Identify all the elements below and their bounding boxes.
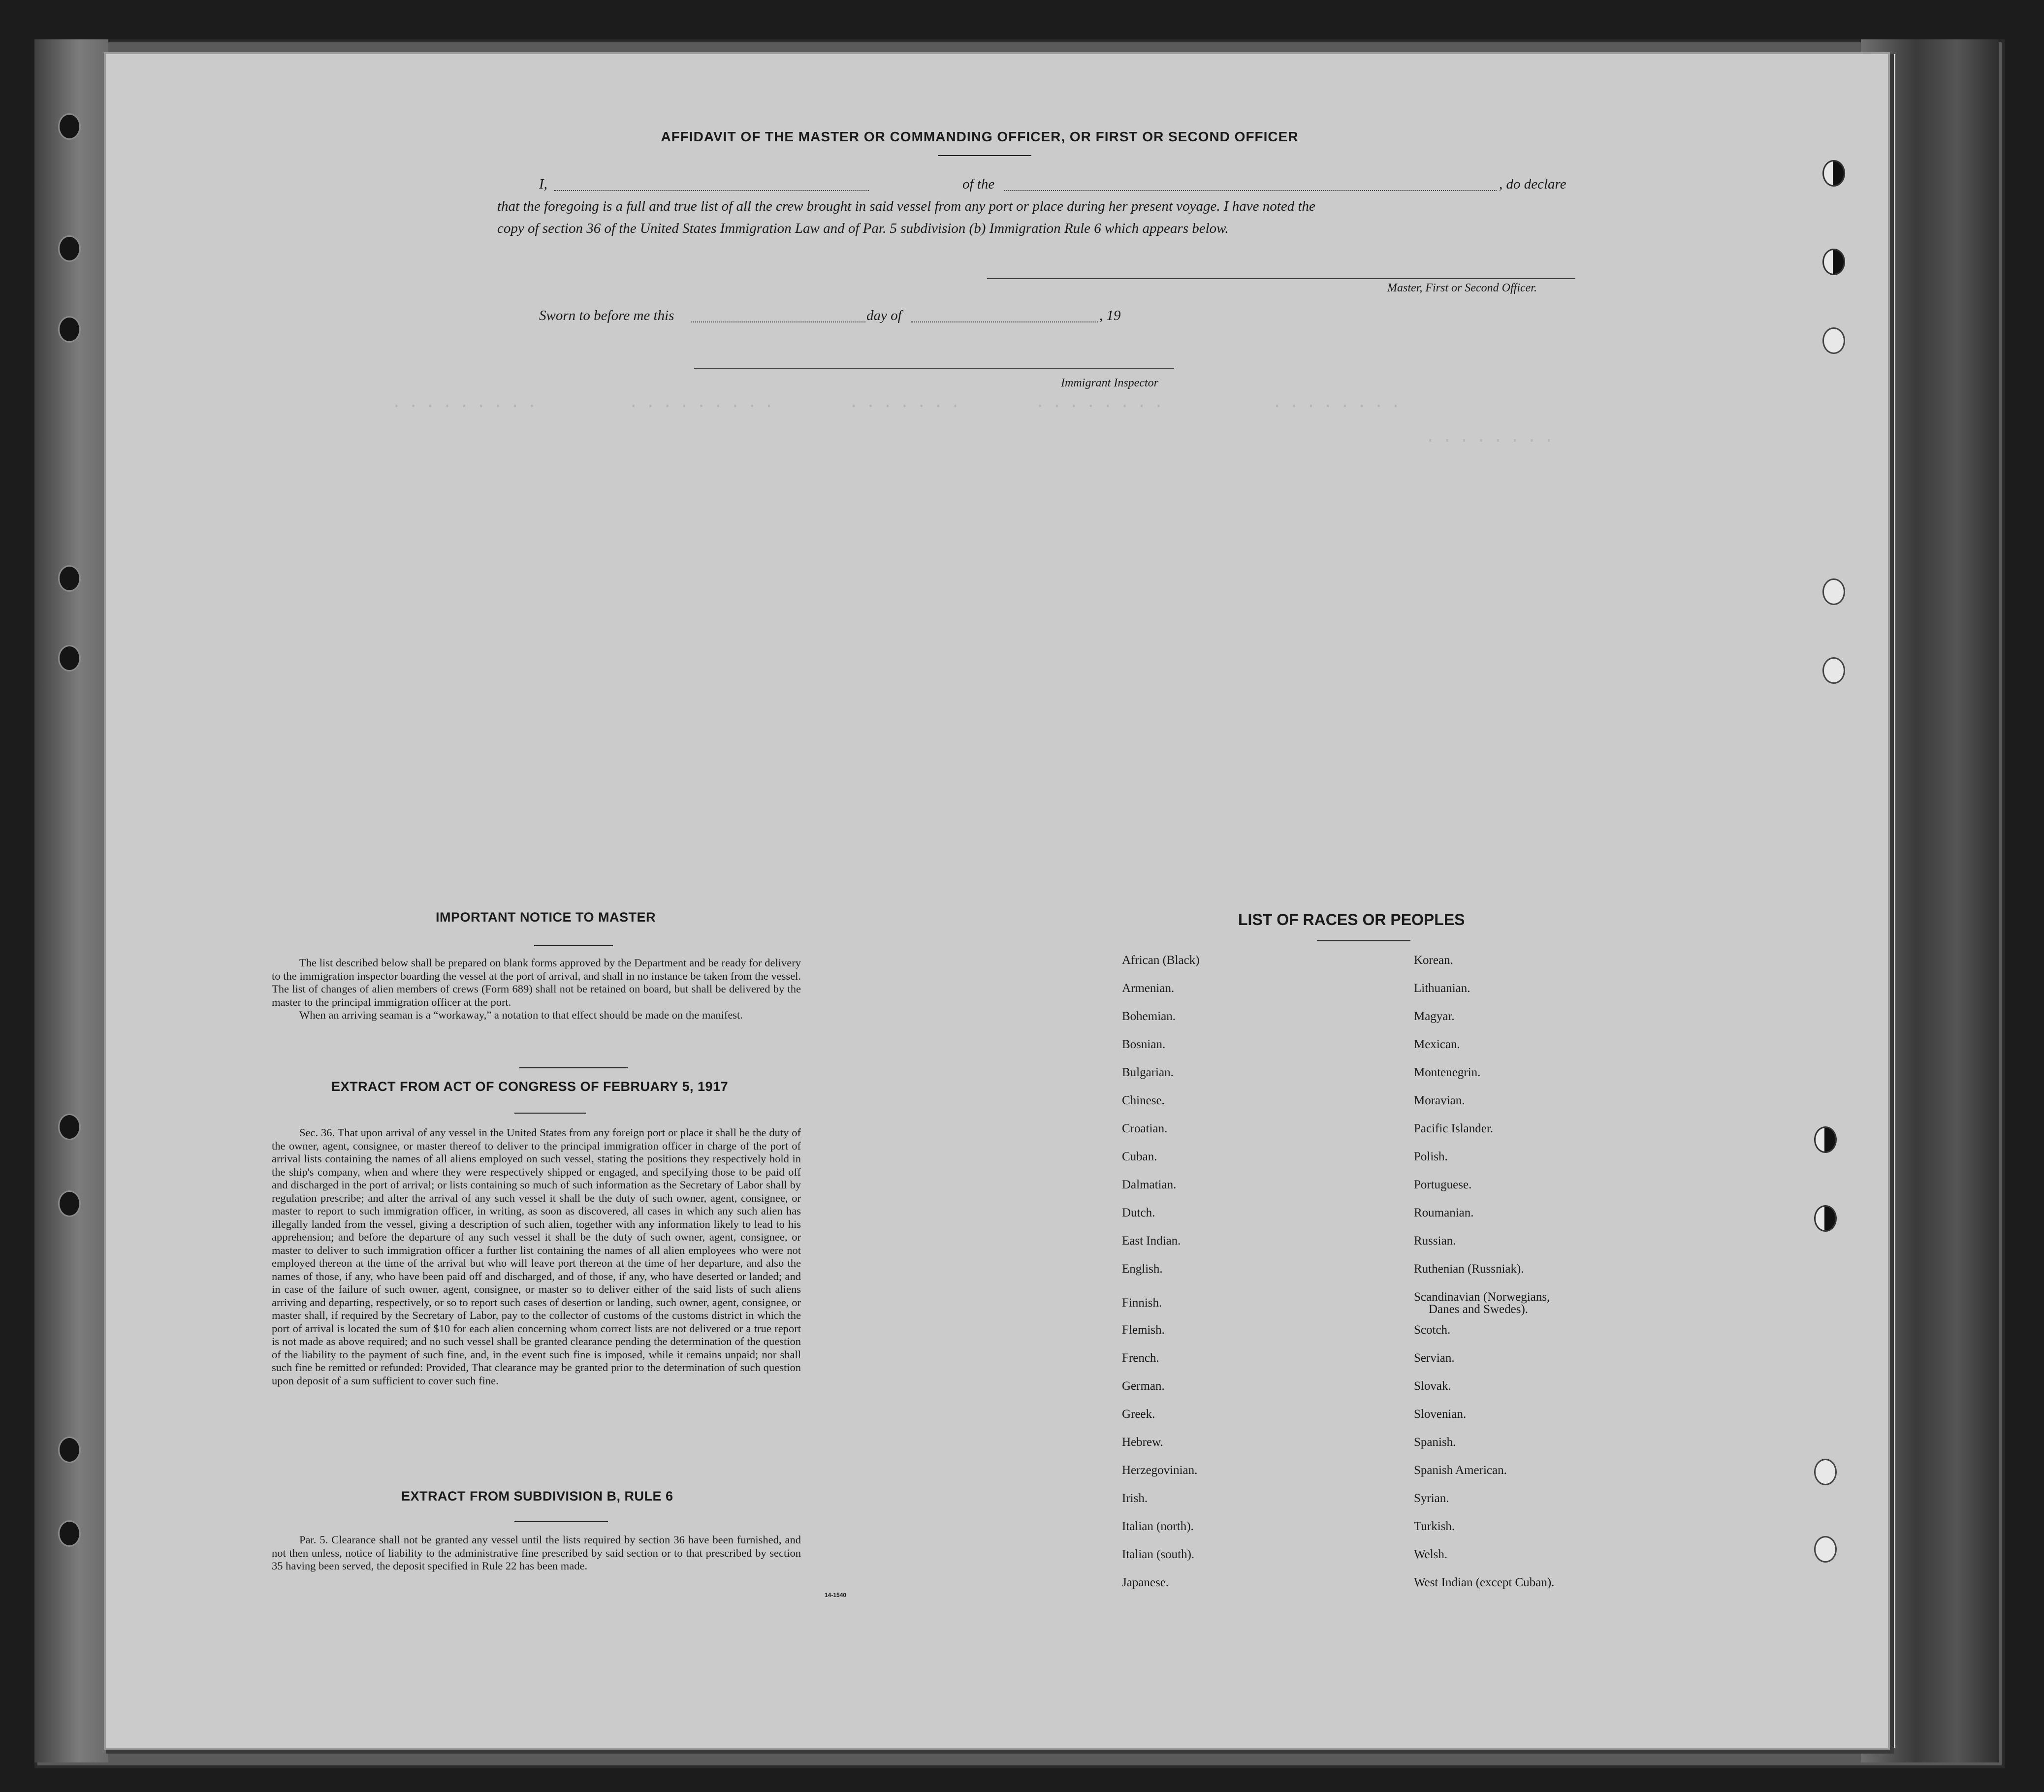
race-item: Welsh.	[1414, 1548, 1448, 1561]
race-item: Japanese.	[1122, 1576, 1169, 1589]
race-item: Irish.	[1122, 1492, 1148, 1505]
race-item: Bohemian.	[1122, 1010, 1176, 1023]
race-item: Magyar.	[1414, 1010, 1455, 1023]
sworn-month-blank[interactable]	[911, 321, 1098, 322]
race-item: Greek.	[1122, 1408, 1155, 1421]
race-item: Italian (south).	[1122, 1548, 1195, 1561]
master-signature-line[interactable]	[987, 278, 1575, 279]
affidavit-title: AFFIDAVIT OF THE MASTER OR COMMANDING OFFICER, OR FIRST OR SECOND OFFICER	[661, 129, 1299, 144]
form-number: 14-1540	[825, 1592, 847, 1599]
notice-body	[272, 957, 801, 1022]
rule-body	[272, 1534, 801, 1573]
race-item: Ruthenian (Russniak).	[1414, 1262, 1524, 1276]
races-left-column	[1122, 954, 1200, 1604]
race-item: Flemish.	[1122, 1323, 1165, 1337]
race-item: Chinese.	[1122, 1094, 1165, 1107]
race-item: Polish.	[1414, 1150, 1448, 1163]
affidavit-line-2: that the foregoing is a full and true list of all the crew brought in said vessel from any port or place during her present voyage. I have noted the	[497, 198, 1315, 214]
race-item: French.	[1122, 1351, 1159, 1365]
binder-hole	[58, 1520, 81, 1547]
race-item: West Indian (except Cuban).	[1414, 1576, 1555, 1589]
race-item: Russian.	[1414, 1234, 1456, 1248]
race-item: Spanish American.	[1414, 1464, 1507, 1477]
page-hole	[1822, 327, 1845, 354]
name-blank[interactable]	[554, 190, 869, 191]
act-rule-bottom	[514, 1113, 586, 1114]
binder-hole	[58, 565, 81, 592]
act-body	[272, 1126, 801, 1387]
binder-hole	[58, 1437, 81, 1463]
race-item: Slovenian.	[1414, 1408, 1467, 1421]
race-item: Croatian.	[1122, 1122, 1168, 1135]
race-item: Turkish.	[1414, 1520, 1455, 1533]
binder-hole	[58, 645, 81, 672]
binder-hole	[58, 316, 81, 343]
race-item: Scotch.	[1414, 1323, 1451, 1337]
rule-rule	[514, 1521, 608, 1522]
race-item: Spanish.	[1414, 1436, 1456, 1449]
race-item: Mexican.	[1414, 1038, 1460, 1051]
page-hole	[1814, 1205, 1837, 1232]
notice-rule	[534, 945, 613, 946]
notice-heading: IMPORTANT NOTICE TO MASTER	[436, 910, 656, 925]
sworn-day-of: day of	[866, 308, 902, 323]
title-rule	[938, 155, 1031, 156]
page-hole	[1822, 249, 1845, 275]
notice-paragraph-2: When an arriving seaman is a “workaway,” a notation to that effect should be made on the manifest.	[299, 1009, 743, 1021]
inspector-signature-line[interactable]	[694, 368, 1174, 369]
rule-heading: EXTRACT FROM SUBDIVISION B, RULE 6	[401, 1489, 673, 1504]
scandinavian-line-2: Danes and Swedes).	[1429, 1303, 1529, 1316]
scandinavian-line-1: Scandinavian (Norwegians,	[1414, 1290, 1550, 1304]
master-caption: Master, First or Second Officer.	[1387, 282, 1537, 294]
rule-paragraph: Par. 5. Clearance shall not be granted any vessel until the lists required by section 36 have been furnished, and not then unless, notice of liability to the administrative fine prescribed by said section or to that prescribed by section 35 having been served, the deposit specified in Rule 22 has been made.	[272, 1534, 801, 1572]
race-item: Slovak.	[1414, 1379, 1451, 1393]
race-item: Finnish.	[1122, 1296, 1162, 1310]
race-item: German.	[1122, 1379, 1165, 1393]
binder-left-edge	[34, 39, 108, 1762]
affidavit-of-the: of the	[962, 176, 995, 192]
binder-hole	[58, 1114, 81, 1140]
notice-paragraph-1: The list described below shall be prepared on blank forms approved by the Department and be ready for delivery to the immigration inspector boarding the vessel at the port of arrival, and shall in no instance be taken from the vessel. The list of changes of alien members of crews (Form 689) shall not be retained on board, but shall be delivered by the master to the principal immigration officer at the port.	[272, 957, 801, 1008]
page-hole	[1814, 1126, 1837, 1153]
act-section-36: Sec. 36. That upon arrival of any vessel in the United States from any foreign port or place it shall be the duty of the owner, agent, consignee, or master thereof to deliver to the principal immigration officer in charge of the port of arrival lists containing the names of all aliens employed on such vessel, stating the positions they respectively hold in the ship's company, when and where they were respectively shipped or engaged, and specifying those to be paid off and discharged in the port of arrival; or lists containing so much of such information as the Secretary of Labor shall by regulation prescribe; and after the arrival of any such vessel it shall be the duty of such owner, agent, consignee, or master to report to such immigration officer, in writing, as soon as discovered, all cases in which any such alien has illegally landed from the vessel, giving a description of such alien, together with any information likely to lead to his apprehension; and before the departure of any such vessel it shall be the duty of such owner, agent, consignee, or master to deliver to such immigration officer a further list containing the names of all alien employees who were not employed thereon at the time of the arrival but who will leave port thereon at the time of her departure, and also the names of those, if any, who have been paid off and discharged, and of those, if any, who have deserted or landed; and in case of the failure of such owner, agent, consignee, or master so to deliver either of the said lists of such aliens arriving and departing, respectively, or so to report such cases of desertion or landing, such owner, agent, consignee, or master shall, if required by the Secretary of Labor, pay to the collector of customs of the customs district in which the port of arrival is located the sum of $10 for each alien concerning whom correct lists are not delivered or a true report is not made as above required; and no such vessel shall be granted clearance pending the determination of the question of the liability to the payment of such fine, and, in the event such fine is imposed, while it remains unpaid; nor shall such fine be remitted or refunded: Provided, That clearance may be granted prior to the determination of such question upon deposit of a sum sufficient to cover such fine.	[272, 1126, 801, 1387]
act-rule-top	[519, 1067, 628, 1068]
race-item: Syrian.	[1414, 1492, 1449, 1505]
binder-hole	[58, 1190, 81, 1217]
race-item: Bulgarian.	[1122, 1066, 1174, 1079]
race-item: Moravian.	[1414, 1094, 1465, 1107]
race-item-scandinavian	[1414, 1291, 1554, 1324]
race-item: Montenegrin.	[1414, 1066, 1481, 1079]
race-item: Pacific Islander.	[1414, 1122, 1494, 1135]
bleed-through-text: ......... ......... ....... ........ ........	[391, 394, 1408, 413]
page-hole	[1814, 1459, 1837, 1485]
races-heading: LIST OF RACES OR PEOPLES	[1238, 911, 1465, 928]
race-item: Cuban.	[1122, 1150, 1157, 1163]
race-item: Italian (north).	[1122, 1520, 1194, 1533]
sworn-year: , 19	[1099, 308, 1121, 323]
page-hole	[1822, 160, 1845, 187]
page-hole	[1814, 1536, 1837, 1563]
sworn-text: Sworn to before me this	[539, 308, 674, 323]
race-item: African (Black)	[1122, 954, 1200, 967]
race-item: Korean.	[1414, 954, 1453, 967]
race-item: East Indian.	[1122, 1234, 1181, 1248]
race-item: Armenian.	[1122, 982, 1175, 995]
page-hole	[1822, 578, 1845, 605]
race-item: Portuguese.	[1414, 1178, 1472, 1191]
page-hole	[1822, 657, 1845, 684]
races-right-column	[1414, 954, 1554, 1604]
race-item: Bosnian.	[1122, 1038, 1166, 1051]
race-item: English.	[1122, 1262, 1163, 1276]
race-item: Herzegovinian.	[1122, 1464, 1198, 1477]
race-item: Hebrew.	[1122, 1436, 1163, 1449]
race-item: Servian.	[1414, 1351, 1455, 1365]
race-item: Roumanian.	[1414, 1206, 1474, 1219]
act-heading: EXTRACT FROM ACT OF CONGRESS OF FEBRUARY 5, 1917	[331, 1079, 729, 1094]
binder-hole	[58, 235, 81, 262]
bleed-through-text: ........	[1425, 428, 1561, 447]
affidavit-declare: , do declare	[1499, 176, 1566, 192]
race-item: Dalmatian.	[1122, 1178, 1177, 1191]
document-page	[106, 54, 1888, 1748]
inspector-caption: Immigrant Inspector	[1061, 377, 1158, 389]
race-item: Lithuanian.	[1414, 982, 1470, 995]
sworn-day-blank[interactable]	[691, 321, 865, 322]
vessel-blank[interactable]	[1004, 190, 1497, 191]
races-rule	[1317, 940, 1410, 941]
race-item: Dutch.	[1122, 1206, 1155, 1219]
binder-hole	[58, 113, 81, 140]
affidavit-line-3: copy of section 36 of the United States Immigration Law and of Par. 5 subdivision (b) Immigration Rule 6 which appears below.	[497, 221, 1229, 236]
affidavit-i: I,	[539, 176, 547, 192]
